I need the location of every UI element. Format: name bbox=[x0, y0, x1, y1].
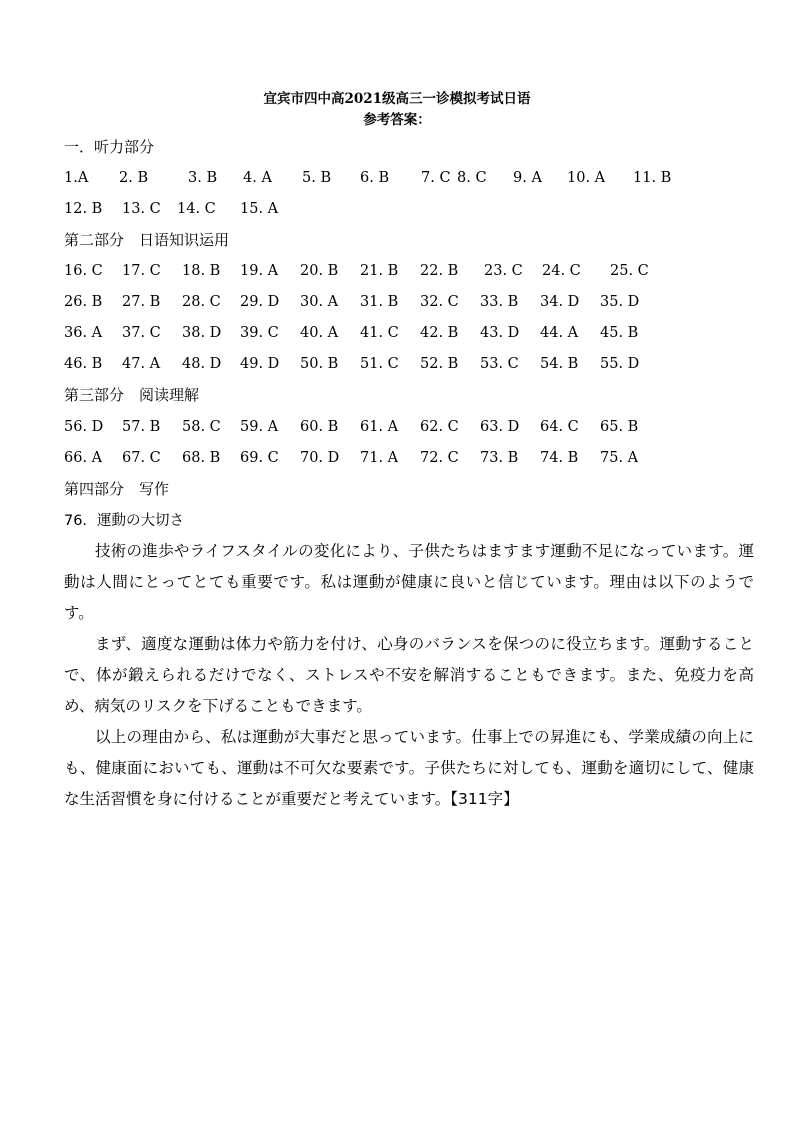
answer-item: 29. D bbox=[240, 294, 280, 310]
answer-item: 15. A bbox=[240, 201, 279, 217]
answer-item: 40. A bbox=[300, 325, 339, 341]
answer-item: 2. B bbox=[119, 170, 149, 186]
answer-item: 33. B bbox=[480, 294, 519, 310]
answer-item: 44. A bbox=[540, 325, 579, 341]
answer-item: 43. D bbox=[480, 325, 520, 341]
answer-item: 6. B bbox=[360, 170, 390, 186]
answer-item: 73. B bbox=[480, 450, 519, 466]
answer-item: 3. B bbox=[188, 170, 218, 186]
answer-item: 27. B bbox=[122, 294, 161, 310]
answer-item: 65. B bbox=[600, 419, 639, 435]
answer-item: 54. B bbox=[540, 356, 579, 372]
answer-item: 70. D bbox=[300, 450, 340, 466]
answer-item: 63. D bbox=[480, 419, 520, 435]
answer-item: 18. B bbox=[182, 263, 221, 279]
answer-item: 68. B bbox=[182, 450, 221, 466]
answer-item: 49. D bbox=[240, 356, 280, 372]
answer-item: 37. C bbox=[122, 325, 161, 341]
answer-item: 7. C bbox=[421, 170, 451, 186]
document-title: 宜宾市四中高2021级高三一诊模拟考试日语 bbox=[263, 91, 531, 107]
answer-item: 46. B bbox=[64, 356, 103, 372]
answer-item: 71. A bbox=[360, 450, 399, 466]
answer-item: 50. B bbox=[300, 356, 339, 372]
answer-item: 9. A bbox=[513, 170, 542, 186]
answer-item: 74. B bbox=[540, 450, 579, 466]
section-writing: 第四部分 写作 bbox=[64, 480, 170, 498]
answer-item: 45. B bbox=[600, 325, 639, 341]
answer-item: 48. D bbox=[182, 356, 222, 372]
answer-item: 25. C bbox=[610, 263, 649, 279]
answer-item: 24. C bbox=[542, 263, 581, 279]
answer-item: 31. B bbox=[360, 294, 399, 310]
answer-item: 17. C bbox=[122, 263, 161, 279]
answer-item: 13. C bbox=[122, 201, 161, 217]
answer-item: 23. C bbox=[484, 263, 523, 279]
answer-item: 62. C bbox=[420, 419, 459, 435]
answer-item: 34. D bbox=[540, 294, 580, 310]
answer-item: 52. B bbox=[420, 356, 459, 372]
answer-item: 30. A bbox=[300, 294, 339, 310]
answer-item: 32. C bbox=[420, 294, 459, 310]
answer-item: 38. D bbox=[182, 325, 222, 341]
answer-item: 42. B bbox=[420, 325, 459, 341]
answer-item: 61. A bbox=[360, 419, 399, 435]
answer-item: 36. A bbox=[64, 325, 103, 341]
answer-item: 47. A bbox=[122, 356, 161, 372]
document-subtitle: 参考答案： bbox=[363, 112, 431, 128]
answer-item: 56. D bbox=[64, 419, 104, 435]
answer-item: 10. A bbox=[567, 170, 606, 186]
answer-item: 41. C bbox=[360, 325, 399, 341]
answer-item: 1.A bbox=[64, 170, 89, 186]
answer-item: 60. B bbox=[300, 419, 339, 435]
essay-paragraph: 技術の進歩やライフスタイルの変化により、子供たちはますます運動不足になっています。運動は人間にとってとても重要です。私は運動が健康に良いと信じています。理由は以下のようです。 bbox=[64, 542, 754, 622]
answer-item: 58. C bbox=[182, 419, 221, 435]
answer-item: 20. B bbox=[300, 263, 339, 279]
answer-item: 21. B bbox=[360, 263, 399, 279]
answer-item: 35. D bbox=[600, 294, 640, 310]
answer-item: 57. B bbox=[122, 419, 161, 435]
answer-item: 16. C bbox=[64, 263, 103, 279]
essay-paragraph: まず、適度な運動は体力や筋力を付け、心身のバランスを保つのに役立ちます。運動することで、体が鍛えられるだけでなく、ストレスや不安を解消することもできます。また、免疫力を高め、病気のリスクを下げることもできます。 bbox=[64, 635, 754, 715]
answer-item: 64. C bbox=[540, 419, 579, 435]
answer-item: 28. C bbox=[182, 294, 221, 310]
answer-item: 66. A bbox=[64, 450, 103, 466]
section-japanese-knowledge: 第二部分 日语知识运用 bbox=[64, 231, 230, 249]
answer-item: 59. A bbox=[240, 419, 279, 435]
answer-item: 14. C bbox=[177, 201, 216, 217]
answer-item: 19. A bbox=[240, 263, 279, 279]
answer-item: 75. A bbox=[600, 450, 639, 466]
answer-item: 26. B bbox=[64, 294, 103, 310]
answer-item: 5. B bbox=[302, 170, 332, 186]
answer-item: 8. C bbox=[457, 170, 487, 186]
answer-item: 22. B bbox=[420, 263, 459, 279]
answer-item: 72. C bbox=[420, 450, 459, 466]
answer-item: 53. C bbox=[480, 356, 519, 372]
answer-item: 4. A bbox=[243, 170, 272, 186]
answer-item: 67. C bbox=[122, 450, 161, 466]
essay-body bbox=[64, 536, 754, 815]
section-listening: 一．听力部分 bbox=[64, 138, 155, 156]
answer-item: 39. C bbox=[240, 325, 279, 341]
answer-item: 69. C bbox=[240, 450, 279, 466]
answer-item: 12. B bbox=[64, 201, 103, 217]
answer-item: 51. C bbox=[360, 356, 399, 372]
answer-item: 55. D bbox=[600, 356, 640, 372]
essay-heading: 76．運動の大切さ bbox=[64, 513, 184, 529]
answer-item: 11. B bbox=[633, 170, 672, 186]
section-reading: 第三部分 阅读理解 bbox=[64, 386, 200, 404]
essay-paragraph: 以上の理由から、私は運動が大事だと思っています。仕事上での昇進にも、学業成績の向上にも、健康面においても、運動は不可欠な要素です。子供たちに対しても、運動を適切にして、健康な生活習慣を身に付けることが重要だと考えています。【311字】 bbox=[64, 728, 754, 808]
